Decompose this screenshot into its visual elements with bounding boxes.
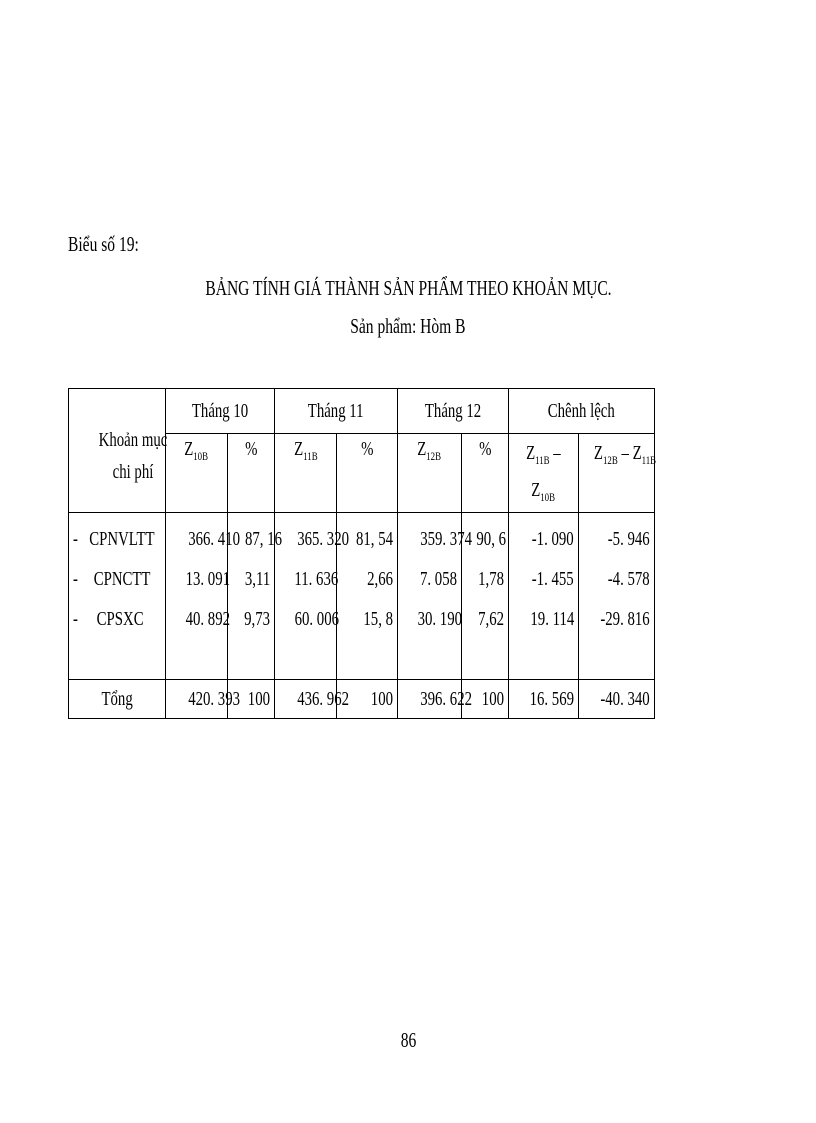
row-name-cpnctt: - CPNCTT [73, 568, 151, 590]
row-name-cpnvltt: - CPNVLTT [73, 528, 155, 550]
header-z11b: $Z_{11B}$ [275, 434, 337, 513]
row-names [69, 513, 166, 680]
col-p12: 90, 6 1,78 7,62 [462, 513, 509, 680]
col-z10: 366. 410 13. 091 40. 892 [166, 513, 228, 680]
total-diff1: 16. 569 [509, 680, 579, 719]
total-p10: 100 [228, 680, 275, 719]
header-row-groups [69, 389, 655, 434]
header-diff-12-11: $Z_{12B} - Z_{11B}$ [579, 434, 655, 513]
header-pct-12: % [462, 434, 509, 513]
row-name-cpsxc: - CPSXC [73, 608, 144, 630]
header-first-col: Khoản mục chi phí [69, 389, 166, 513]
document-title: BẢNG TÍNH GIÁ THÀNH SẢN PHẨM THEO KHOẢN MỤC. [204, 276, 612, 300]
total-z12: 396. 622 [398, 680, 462, 719]
total-z10: 420. 393 [166, 680, 228, 719]
header-month-11: Tháng 11 [275, 389, 398, 434]
body-row [69, 513, 655, 680]
total-p12: 100 [462, 680, 509, 719]
total-row [69, 680, 655, 719]
total-p11: 100 [337, 680, 398, 719]
total-diff2: -40. 340 [579, 680, 655, 719]
col-p11: 81, 54 2,66 15, 8 [337, 513, 398, 680]
col-z12: 359. 374 7. 058 30. 190 [398, 513, 462, 680]
header-pct-10: % [228, 434, 275, 513]
col-p10: 87, 16 3,11 9,73 [228, 513, 275, 680]
header-z10b: $Z_{10B}$ [166, 434, 228, 513]
total-label: Tổng [69, 680, 166, 719]
col-z11: 365. 320 11. 636 60. 006 [275, 513, 337, 680]
cost-table [68, 388, 655, 719]
header-month-10: Tháng 10 [166, 389, 275, 434]
caption: Biểu số 19: [68, 232, 139, 256]
document-subtitle: Sản phẩm: Hòm B [350, 314, 466, 338]
header-z12b: $Z_{12B}$ [398, 434, 462, 513]
col-diff2: -5. 946 -4. 578 -29. 816 [579, 513, 655, 680]
header-diff-11-10: $Z_{11B}$ – $Z_{10B}$ [509, 434, 579, 513]
col-diff1: -1. 090 -1. 455 19. 114 [509, 513, 579, 680]
total-z11: 436. 962 [275, 680, 337, 719]
header-month-12: Tháng 12 [398, 389, 509, 434]
header-difference: Chênh lệch [509, 389, 655, 434]
header-pct-11: % [337, 434, 398, 513]
page-number: 86 [400, 1028, 416, 1052]
